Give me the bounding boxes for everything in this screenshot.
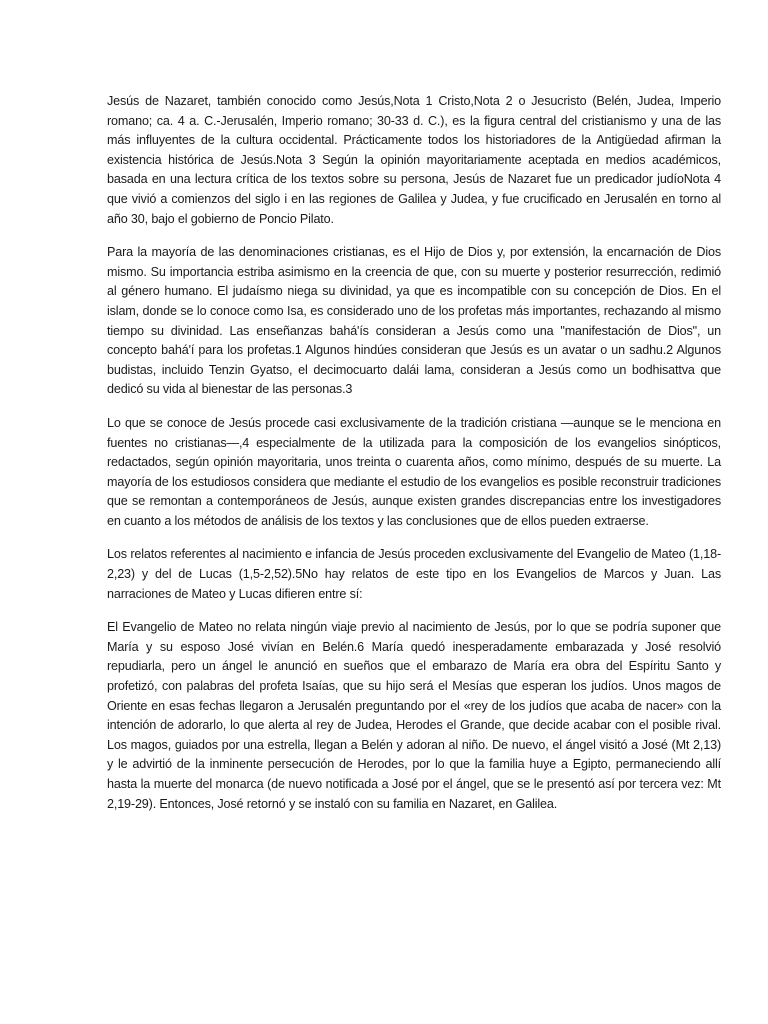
paragraph-4: Los relatos referentes al nacimiento e infancia de Jesús proceden exclusivamente del Evangelio de Mateo (1,18-2,23) y del de Lucas (1,5-2,52).5No hay relatos de este tipo en los Evangelios de Marcos y Juan. Las narraciones de Mateo y Lucas difieren entre sí: [107,547,721,601]
paragraph-1: Jesús de Nazaret, también conocido como Jesús,Nota 1 Cristo,Nota 2 o Jesucristo (Belén, Judea, Imperio romano; ca. 4 a. C.-Jerusalén, Imperio romano; 30-33 d. C.), es la figura central del cristianismo y una de las más influyentes de la cultura occidental. Prácticamente todos los historiadores de la Antigüedad afirman la existencia histórica de Jesús.Nota 3 Según la opinión mayoritariamente aceptada en medios académicos, basada en una lectura crítica de los textos sobre su persona, Jesús de Nazaret fue un predicador judíoNota 4 que vivió a comienzos del siglo i en las regiones de Galilea y Judea, y fue crucificado en Jerusalén en torno al año 30, bajo el gobierno de Poncio Pilato. [107,94,721,226]
document-page [107,92,721,828]
paragraph-3: Lo que se conoce de Jesús procede casi exclusivamente de la tradición cristiana —aunque se le menciona en fuentes no cristianas—,4 especialmente de la utilizada para la composición de los evangelios sinópticos, redactados, según opinión mayoritaria, unos treinta o cuarenta años, como mínimo, después de su muerte. La mayoría de los estudiosos considera que mediante el estudio de los evangelios es posible reconstruir tradiciones que se remontan a contemporáneos de Jesús, aunque existen grandes discrepancias entre los investigadores en cuanto a los métodos de análisis de los textos y las conclusiones que de ellos pueden extraerse. [107,415,721,528]
paragraph-2: Para la mayoría de las denominaciones cristianas, es el Hijo de Dios y, por extensión, la encarnación de Dios mismo. Su importancia estriba asimismo en la creencia de que, con su muerte y posterior resurrección, redimió al género humano. El judaísmo niega su divinidad, ya que es incompatible con su concepción de Dios. En el islam, donde se lo conoce como Isa, es considerado uno de los profetas más importantes, rechazando al mismo tiempo su divinidad. Las enseñanzas bahá'ís consideran a Jesús como una "manifestación de Dios", un concepto bahá'í para los profetas.1 Algunos hindúes consideran que Jesús es un avatar o un sadhu.2 Algunos budistas, incluido Tenzin Gyatso, el decimocuarto dalái lama, consideran a Jesús como un bodhisattva que dedicó su vida al bienestar de las personas.3 [107,245,721,397]
paragraph-5: El Evangelio de Mateo no relata ningún viaje previo al nacimiento de Jesús, por lo que se podría suponer que María y su esposo José vivían en Belén.6 María quedó inesperadamente embarazada y José resolvió repudiarla, pero un ángel le anunció en sueños que el embarazo de María era obra del Espíritu Santo y profetizó, con palabras del profeta Isaías, que su hijo será el Mesías que esperan los judíos. Unos magos de Oriente en esas fechas llegaron a Jerusalén preguntando por el «rey de los judíos que acaba de nacer» con la intención de adorarlo, lo que alerta al rey de Judea, Herodes el Grande, que decide acabar con el posible rival. Los magos, guiados por una estrella, llegan a Belén y adoran al niño. De nuevo, el ángel visitó a José (Mt 2,13) y le advirtió de la inminente persecución de Herodes, por lo que la familia huye a Egipto, permaneciendo allí hasta la muerte del monarca (de nuevo notificada a José por el ángel, que se le presentó así por tercera vez: Mt 2,19-29). Entonces, José retornó y se instaló con su familia en Nazaret, en Galilea. [107,620,721,811]
